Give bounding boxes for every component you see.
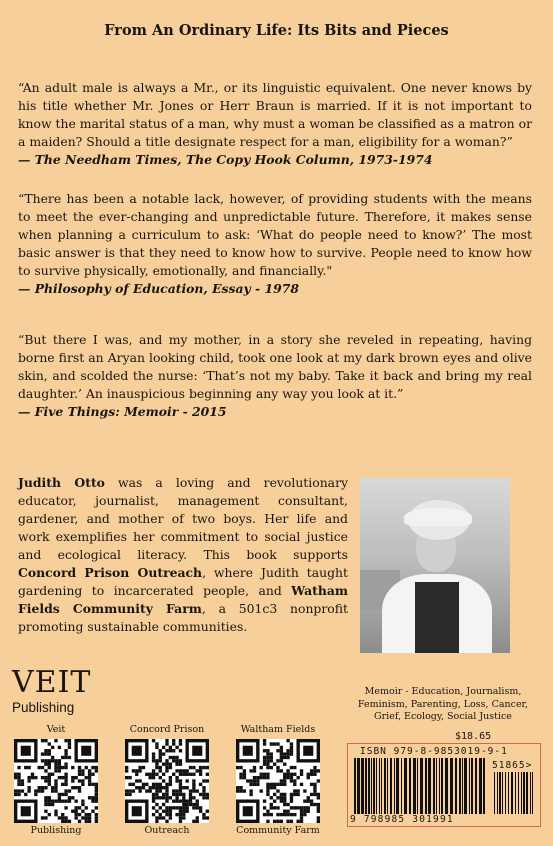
quote-attribution: — Five Things: Memoir - 2015	[18, 404, 227, 419]
author-name: Judith Otto	[18, 475, 105, 490]
qr-code-icon	[236, 739, 320, 823]
qr-bottom-label: Community Farm	[236, 825, 320, 836]
bio-text-3: , a 501c3 nonprofit promoting sustainable communities.	[18, 601, 348, 634]
quote-text: “There has been a notable lack, however, of providing students with the means to meet the ever-changing and unpredictable future. Therefore, it makes sense when planning a curriculum to ask: ‘What do people need to know?’ The most basic answer is that they need to know how to survive. People need to know how to survive physically, emotionally, and financially."	[18, 191, 532, 278]
isbn-barcode	[347, 743, 541, 827]
price-addon: 51865>	[492, 760, 533, 771]
logo-name: VEIT	[12, 665, 92, 700]
quote-2	[18, 190, 532, 298]
quote-3	[18, 331, 532, 421]
logo-subtitle: Publishing	[12, 700, 75, 715]
org-waltham-fields: Watham Fields Community Farm	[18, 583, 348, 616]
ean-digits: 9 798985 301991	[350, 814, 454, 825]
publisher-logo	[12, 665, 102, 715]
quote-attribution: — The Needham Times, The Copy Hook Column, 1973-1974	[18, 152, 433, 167]
qr-waltham-fields[interactable]	[232, 724, 324, 836]
quote-text: “But there I was, and my mother, in a story she reveled in repeating, having borne first an Aryan looking child, took one look at my dark brown eyes and olive skin, and scolded the nurse: ‘That’s not my baby. Take it back and bring my real daughter.’ An inauspicious beginning any way you look at it.”	[18, 332, 532, 401]
bio-text-1: was a loving and revolutionary educator, journalist, management consultant, gardener, and mother of two boys. Her life and work exemplifies her commitment to social justice and ecological literacy. This book supports	[18, 475, 348, 562]
qr-concord-prison[interactable]	[121, 724, 213, 836]
quote-attribution: — Philosophy of Education, Essay - 1978	[18, 281, 299, 296]
quote-1	[18, 79, 532, 169]
isbn-number: ISBN 979-8-9853019-9-1	[360, 746, 508, 757]
qr-bottom-label: Publishing	[30, 825, 82, 836]
book-categories: Memoir - Education, Journalism, Feminism, Parenting, Loss, Cancer, Grief, Ecology, Social Justice	[357, 686, 529, 722]
price-label: $18.65	[455, 731, 492, 742]
author-photo	[360, 478, 510, 653]
qr-code-icon	[14, 739, 98, 823]
org-concord-prison: Concord Prison Outreach	[18, 565, 203, 580]
author-bio	[18, 474, 348, 636]
bio-text-2: , where Judith taught gardening to incarcerated people, and	[18, 565, 348, 598]
page-title: From An Ordinary Life: Its Bits and Pieces	[104, 22, 449, 39]
qr-top-label: Veit	[46, 724, 66, 735]
quote-text: “An adult male is always a Mr., or its linguistic equivalent. One never knows by his title whether Mr. Jones or Herr Braun is married. If it is not important to know the marital status of a man, why must a woman be classified as a matron or a maiden? Should a title designate respect for a man, eligibility for a woman?”	[18, 80, 532, 149]
qr-top-label: Concord Prison	[129, 724, 205, 735]
qr-code-icon	[125, 739, 209, 823]
qr-bottom-label: Outreach	[144, 825, 190, 836]
qr-veit-publishing[interactable]	[10, 724, 102, 836]
qr-top-label: Waltham Fields	[240, 724, 316, 735]
